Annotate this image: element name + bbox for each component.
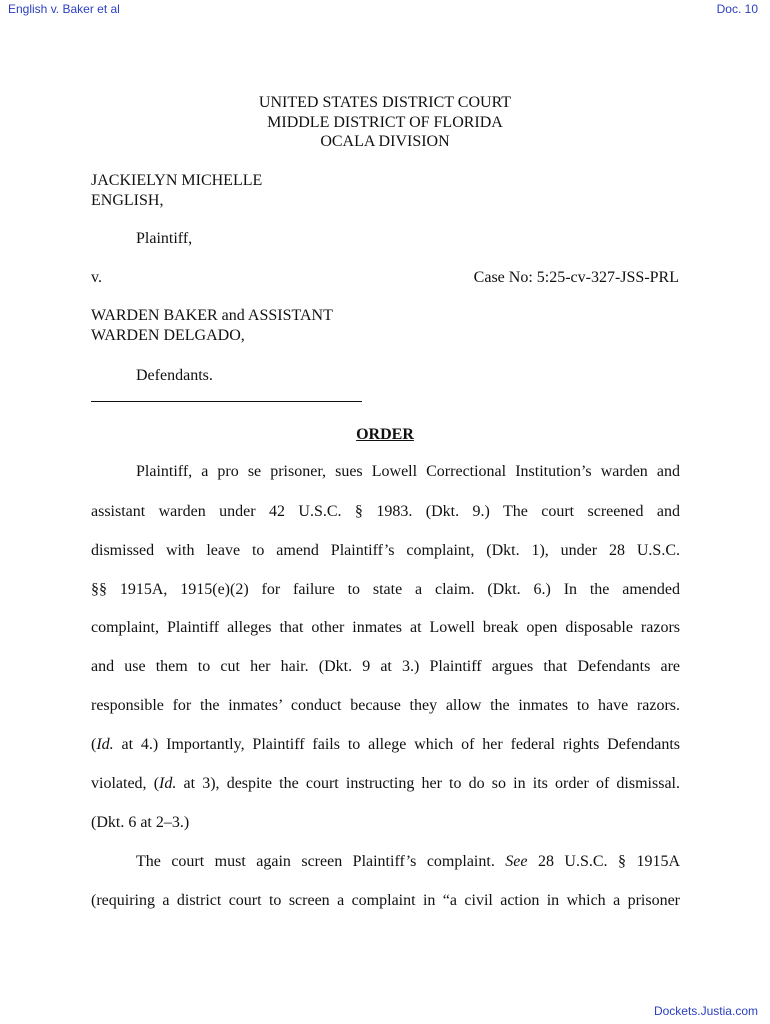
- order-line: Plaintiff, a pro se prisoner, sues Lowell Correctional Institution’s warden and: [136, 463, 680, 480]
- order-line: and use them to cut her hair. (Dkt. 9 at 3.) Plaintiff argues that Defendants are: [91, 658, 680, 675]
- versus: v.: [91, 269, 102, 286]
- order-line: §§ 1915A, 1915(e)(2) for failure to state a claim. (Dkt. 6.) In the amended: [91, 581, 680, 598]
- citation-signal: Id.: [159, 775, 177, 792]
- plaintiff-role: Plaintiff,: [136, 230, 193, 247]
- order-line-id-cite-1: (Id. at 4.) Importantly, Plaintiff fails to allege which of her federal rights Defendants: [91, 736, 680, 753]
- order-title: [0, 425, 770, 445]
- citation-signal: Id.: [96, 736, 114, 753]
- order-line: (Dkt. 6 at 2–3.): [91, 814, 190, 831]
- defendants-role: Defendants.: [136, 367, 213, 384]
- caption-divider: [91, 401, 362, 402]
- justia-link[interactable]: Dockets.Justia.com: [653, 1004, 758, 1018]
- order-line: (requiring a district court to screen a complaint in “a civil action in which a prisoner: [91, 892, 680, 909]
- order-line-id-cite-2: violated, (Id. at 3), despite the court instructing her to do so in its order of dismissal.: [91, 775, 680, 792]
- order-line: responsible for the inmates’ conduct because they allow the inmates to have razors.: [91, 697, 680, 714]
- defendants-line2: WARDEN DELGADO,: [91, 327, 245, 344]
- plaintiff-name-line2: ENGLISH,: [91, 192, 164, 209]
- defendants-line1: WARDEN BAKER and ASSISTANT: [91, 307, 333, 324]
- order-line: complaint, Plaintiff alleges that other inmates at Lowell break open disposable razors: [91, 619, 680, 636]
- order-line: assistant warden under 42 U.S.C. § 1983. (Dkt. 9.) The court screened and: [91, 503, 680, 520]
- citation-signal: See: [505, 853, 528, 870]
- court-name: UNITED STATES DISTRICT COURT: [258, 94, 512, 111]
- doc-number-link[interactable]: Doc. 10: [716, 2, 758, 16]
- court-district: MIDDLE DISTRICT OF FLORIDA: [267, 114, 503, 131]
- order-line-see-cite: The court must again screen Plaintiff’s complaint. See 28 U.S.C. § 1915A: [136, 853, 680, 870]
- plaintiff-name-line1: JACKIELYN MICHELLE: [91, 172, 263, 189]
- case-number: Case No: 5:25-cv-327-JSS-PRL: [473, 269, 679, 286]
- order-line: dismissed with leave to amend Plaintiff’s complaint, (Dkt. 1), under 28 U.S.C.: [91, 542, 680, 559]
- order-title-text: ORDER: [356, 426, 414, 443]
- case-name-link[interactable]: English v. Baker et al: [8, 2, 120, 16]
- court-division: OCALA DIVISION: [320, 133, 450, 150]
